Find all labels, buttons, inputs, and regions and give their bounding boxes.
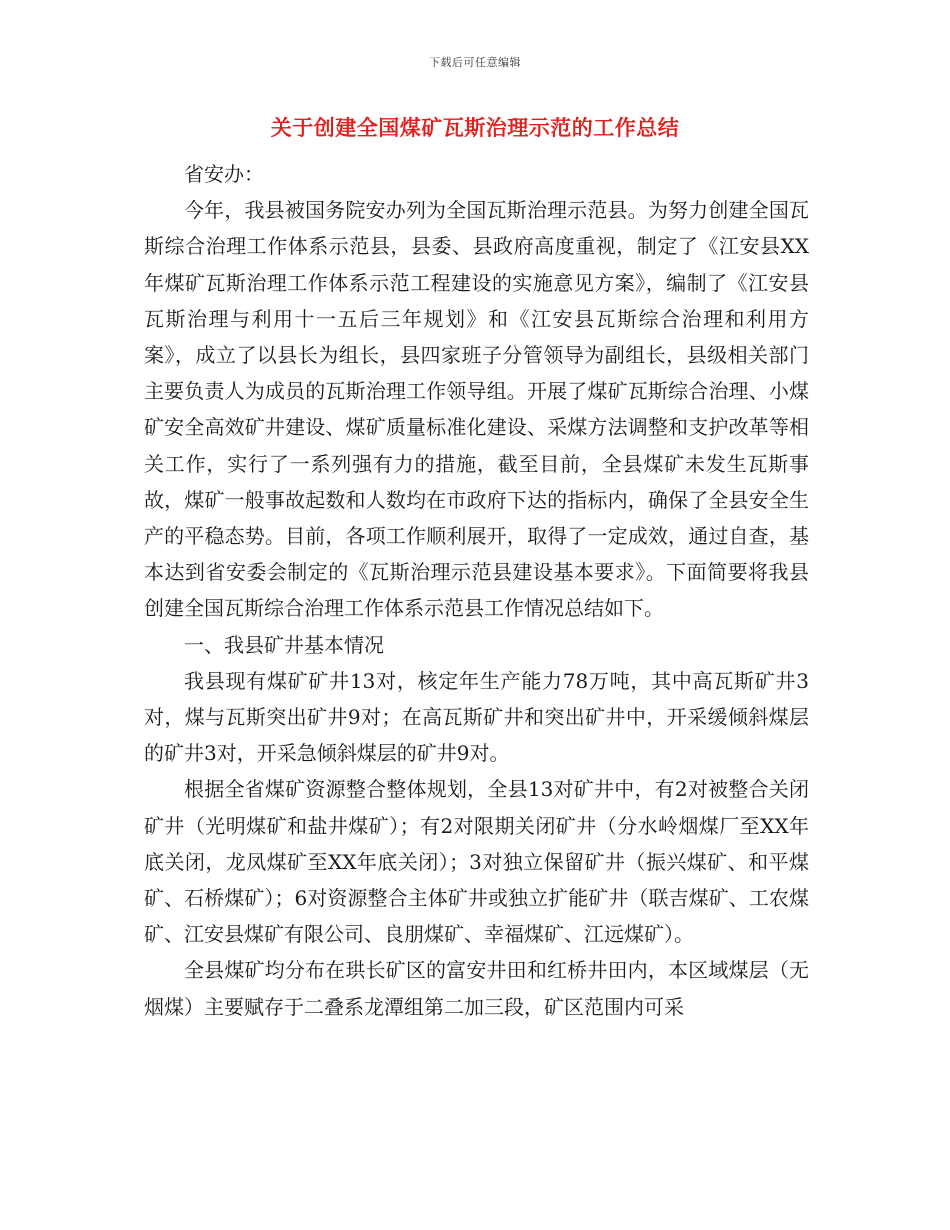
salutation: 省安办： <box>184 162 264 186</box>
paragraph-intro: 今年，我县被国务院安办列为全国瓦斯治理示范县。为努力创建全国瓦斯综合治理工作体系示范县，县委、县政府高度重视，制定了《江安县XX年煤矿瓦斯治理工作体系示范工程建设的实施意见方案》，编制了《江安县瓦斯治理与利用十一五后三年规划》和《江安县瓦斯综合治理和利用方案》，成立了以县长为组长，县四家班子分管领导为副组长，县级相关部门主要负责人为成员的瓦斯治理工作领导组。开展了煤矿瓦斯综合治理、小煤矿安全高效矿井建设、煤矿质量标准化建设、采煤方法调整和支护改革等相关工作，实行了一系列强有力的措施，截至目前，全县煤矿未发生瓦斯事故，煤矿一般事故起数和人数均在市政府下达的指标内，确保了全县安全生产的平稳态势。目前，各项工作顺利展开，取得了一定成效，通过自查，基本达到省安委会制定的《瓦斯治理示范县建设基本要求》。下面简要将我县创建全国瓦斯综合治理工作体系示范县工作情况总结如下。 <box>144 198 809 621</box>
section-heading-1: 一、我县矿井基本情况 <box>184 632 384 657</box>
paragraph-mine-count: 我县现有煤矿矿井13对，核定年生产能力78万吨，其中高瓦斯矿井3对，煤与瓦斯突出矿井9对；在高瓦斯矿井和突出矿井中，开采缓倾斜煤层的矿井3对，开采急倾斜煤层的矿井9对。 <box>144 668 809 766</box>
paragraph-integration-plan: 根据全省煤矿资源整合整体规划，全县13对矿井中，有2对被整合关闭矿井（光明煤矿和盐井煤矿）；有2对限期关闭矿井（分水岭烟煤厂至XX年底关闭，龙凤煤矿至XX年底关闭）；3对独立保留矿井（振兴煤矿、和平煤矿、石桥煤矿）；6对资源整合主体矿井或独立扩能矿井（联吉煤矿、工农煤矿、江安县煤矿有限公司、良朋煤矿、幸福煤矿、江远煤矿）。 <box>144 777 809 947</box>
document-body <box>144 156 809 1025</box>
document-title: 关于创建全国煤矿瓦斯治理示范的工作总结 <box>270 115 680 140</box>
paragraph-geology: 全县煤矿均分布在珙长矿区的富安井田和红桥井田内，本区域煤层（无烟煤）主要赋存于二叠系龙潭组第二加三段，矿区范围内可采 <box>144 958 809 1019</box>
header-note: 下载后可任意编辑 <box>429 56 521 69</box>
